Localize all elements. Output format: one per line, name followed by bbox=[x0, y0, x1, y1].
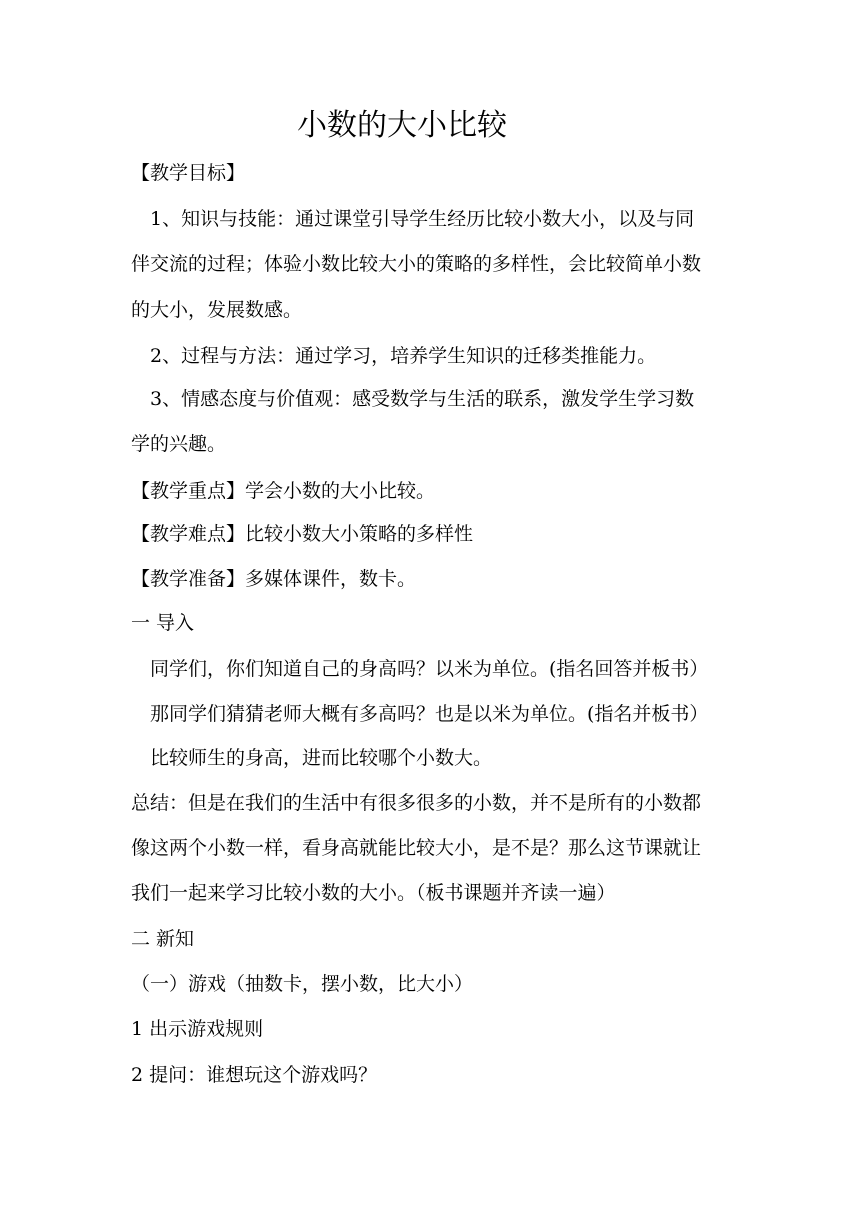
objectives-heading: 【教学目标】 bbox=[131, 162, 246, 184]
difficulty: 【教学难点】比较小数大小策略的多样性 bbox=[131, 523, 474, 545]
intro-line-2: 那同学们猜猜老师大概有多高吗？也是以米为单位。(指名并板书） bbox=[150, 703, 709, 725]
objective-1-line-1: 1、知识与技能：通过课堂引导学生经历比较小数大小，以及与同 bbox=[150, 208, 695, 230]
key-point: 【教学重点】学会小数的大小比较。 bbox=[131, 480, 436, 502]
step-1: 1 出示游戏规则 bbox=[131, 1018, 264, 1040]
objective-1-line-2: 伴交流的过程；体验小数比较大小的策略的多样性，会比较简单小数 bbox=[131, 253, 702, 275]
game-heading: （一）游戏（抽数卡，摆小数，比大小） bbox=[131, 973, 474, 995]
summary-line-1: 总结：但是在我们的生活中有很多很多的小数，并不是所有的小数都 bbox=[131, 792, 702, 814]
summary-line-3: 我们一起来学习比较小数的大小。（板书课题并齐读一遍） bbox=[131, 882, 616, 904]
objective-1-line-3: 的大小，发展数感。 bbox=[131, 299, 303, 321]
objective-3-line-1: 3、情感态度与价值观：感受数学与生活的联系，激发学生学习数 bbox=[150, 388, 695, 410]
objective-2: 2、过程与方法：通过学习，培养学生知识的迁移类推能力。 bbox=[150, 345, 657, 367]
section-1-heading: 一 导入 bbox=[131, 612, 195, 634]
summary-line-2: 像这两个小数一样，看身高就能比较大小，是不是？那么这节课就让 bbox=[131, 837, 702, 859]
preparation: 【教学准备】多媒体课件，数卡。 bbox=[131, 568, 417, 590]
section-2-heading: 二 新知 bbox=[131, 928, 195, 950]
intro-line-3: 比较师生的身高，进而比较哪个小数大。 bbox=[150, 747, 493, 769]
objective-3-line-2: 学的兴趣。 bbox=[131, 433, 227, 455]
step-2: 2 提问：谁想玩这个游戏吗？ bbox=[131, 1064, 378, 1086]
intro-line-1: 同学们，你们知道自己的身高吗？以米为单位。(指名回答并板书） bbox=[150, 658, 709, 680]
document-title: 小数的大小比较 bbox=[297, 108, 507, 143]
